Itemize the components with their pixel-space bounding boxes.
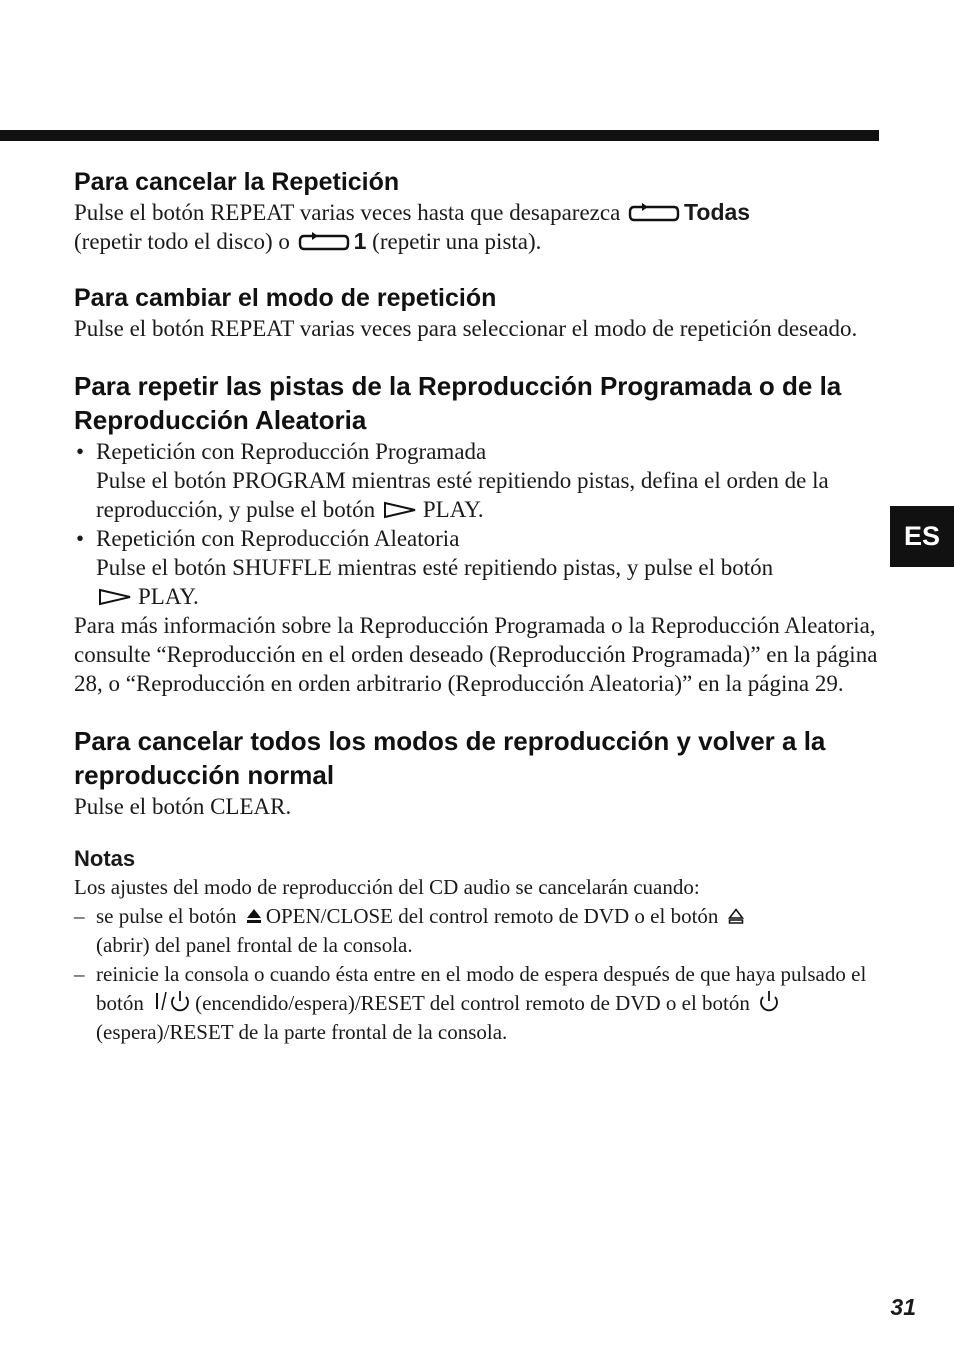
language-tab-label: ES bbox=[903, 521, 941, 551]
paragraph-cancel-repeat bbox=[74, 198, 880, 256]
bullet-body: Pulse el botón PROGRAM mientras esté repitiendo pistas, defina el orden de la reproducción, y pulse el botón bbox=[96, 468, 829, 522]
bullet-body: Pulse el botón SHUFFLE mientras esté repitiendo pistas, y pulse el botón bbox=[96, 555, 774, 580]
bullet: • bbox=[76, 526, 85, 551]
text: reinicie la consola o cuando ésta entre en el modo de espera después de que haya pulsado el botón bbox=[96, 962, 867, 1015]
text: (repetir una pista). bbox=[372, 229, 542, 254]
page-content bbox=[74, 166, 880, 1047]
play-icon bbox=[98, 588, 132, 606]
text: PLAY. bbox=[138, 584, 199, 609]
text: Pulse el botón REPEAT varias veces hasta que desaparezca bbox=[74, 200, 621, 225]
paragraph-clear: Pulse el botón CLEAR. bbox=[74, 794, 292, 819]
notes-section bbox=[74, 845, 880, 1047]
heading-repeat-program-shuffle: Para repetir las pistas de la Reproducción Programada o de la Reproducción Aleatoria bbox=[74, 371, 842, 435]
text: (espera)/RESET de la parte frontal de la consola. bbox=[96, 1020, 508, 1044]
repeat-one-label: 1 bbox=[353, 228, 367, 254]
page-number: 31 bbox=[890, 1294, 916, 1320]
text: (repetir todo el disco) o bbox=[74, 229, 290, 254]
list-item bbox=[74, 524, 880, 611]
paragraph-change-repeat-mode: Pulse el botón REPEAT varias veces para seleccionar el modo de repetición deseado. bbox=[74, 316, 858, 341]
text: PLAY. bbox=[422, 497, 484, 522]
top-rule bbox=[0, 130, 879, 141]
text: OPEN/CLOSE del control remoto de DVD o el botón bbox=[265, 904, 719, 928]
list-item bbox=[74, 960, 880, 1047]
text: (abrir) del panel frontal de la consola. bbox=[96, 933, 413, 957]
notes-intro: Los ajustes del modo de reproducción del CD audio se cancelarán cuando: bbox=[74, 875, 700, 899]
repeat-all-label: Todas bbox=[684, 199, 751, 225]
power-standby-icon bbox=[152, 990, 192, 1012]
dash: – bbox=[74, 962, 85, 986]
bullet-title: Repetición con Reproducción Programada bbox=[96, 439, 487, 464]
text: (encendido/espera)/RESET del control remoto de DVD o el botón bbox=[195, 991, 750, 1015]
repeat-icon bbox=[298, 232, 350, 252]
list-item bbox=[74, 902, 880, 960]
heading-cancel-repeat: Para cancelar la Repetición bbox=[74, 168, 400, 196]
language-tab bbox=[890, 506, 954, 567]
standby-icon bbox=[758, 990, 780, 1012]
paragraph-more-info: Para más información sobre la Reproducción Programada o la Reproducción Aleatoria, consulte “Reproducción en el orden deseado (Reproducción Programada)” en la página 28, o “Reproducción en orden arbitrario (Reproducción Aleatoria)” en la página 29. bbox=[74, 613, 878, 696]
repeat-icon bbox=[628, 203, 680, 223]
list-item bbox=[74, 437, 880, 524]
text: se pulse el botón bbox=[96, 904, 237, 928]
dash: – bbox=[74, 904, 85, 928]
bullet: • bbox=[76, 439, 85, 464]
bullet-title: Repetición con Reproducción Aleatoria bbox=[96, 526, 460, 551]
notes-title: Notas bbox=[74, 846, 136, 871]
eject-outline-icon bbox=[727, 907, 745, 925]
eject-filled-icon bbox=[245, 907, 263, 925]
heading-cancel-all-modes: Para cancelar todos los modos de reproducción y volver a la reproducción normal bbox=[74, 726, 826, 790]
heading-change-repeat-mode: Para cambiar el modo de repetición bbox=[74, 284, 497, 312]
play-icon bbox=[383, 501, 417, 519]
